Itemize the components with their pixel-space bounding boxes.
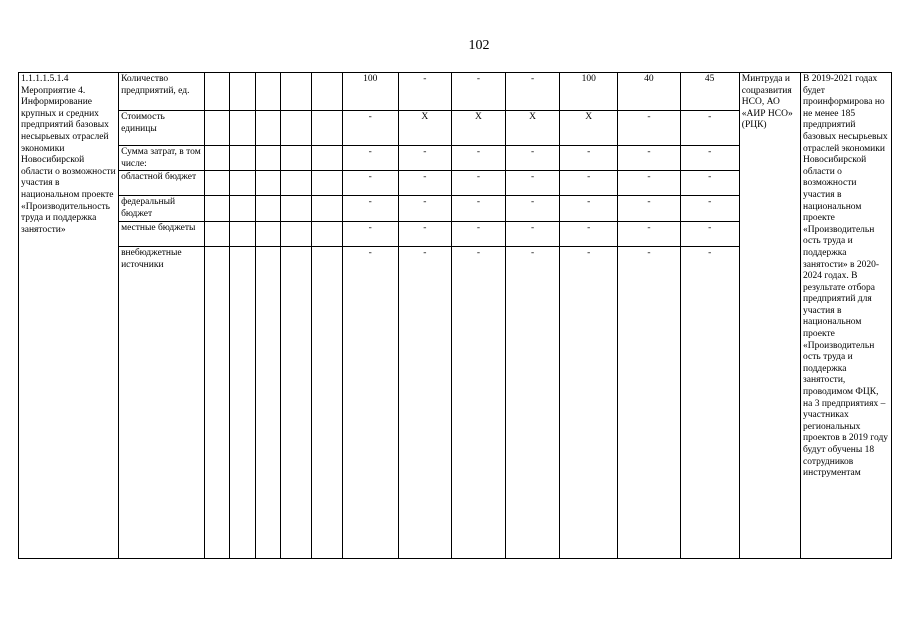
value-cell: Х <box>560 111 618 146</box>
value-cell: - <box>451 247 505 559</box>
indicator-cell: Сумма затрат, в том числе: <box>119 146 205 171</box>
value-cell: - <box>680 111 739 146</box>
value-cell: - <box>560 146 618 171</box>
value-cell: - <box>618 111 680 146</box>
value-cell: - <box>451 171 505 196</box>
value-cell: - <box>451 73 505 111</box>
indicator-cell: местные бюджеты <box>119 222 205 247</box>
value-cell: - <box>505 73 559 111</box>
executor-cell: Минтруда и соцразвития НСО, АО «АИР НСО» (РЦК) <box>739 73 800 559</box>
table-row <box>19 73 892 111</box>
value-cell: - <box>342 111 398 146</box>
value-cell: Х <box>505 111 559 146</box>
value-cell: - <box>451 222 505 247</box>
value-cell: - <box>680 222 739 247</box>
value-cell: - <box>560 222 618 247</box>
value-cell: - <box>505 196 559 222</box>
value-cell: - <box>680 196 739 222</box>
value-cell: - <box>560 247 618 559</box>
value-cell: - <box>618 171 680 196</box>
value-cell: - <box>618 247 680 559</box>
value-cell: 45 <box>680 73 739 111</box>
value-cell: - <box>560 196 618 222</box>
value-cell: - <box>451 146 505 171</box>
indicator-cell: Стоимость единицы <box>119 111 205 146</box>
value-cell: - <box>560 171 618 196</box>
value-cell: - <box>618 196 680 222</box>
value-cell: 40 <box>618 73 680 111</box>
value-cell: - <box>618 146 680 171</box>
value-cell: Х <box>451 111 505 146</box>
value-cell: - <box>398 73 451 111</box>
page-number: 102 <box>468 38 490 53</box>
value-cell: - <box>618 222 680 247</box>
value-cell: - <box>342 146 398 171</box>
value-cell: - <box>505 146 559 171</box>
indicator-cell: федеральный бюджет <box>119 196 205 222</box>
value-cell: - <box>505 222 559 247</box>
value-cell: Х <box>398 111 451 146</box>
value-cell: - <box>680 247 739 559</box>
value-cell: - <box>398 247 451 559</box>
value-cell: - <box>398 196 451 222</box>
value-cell: - <box>680 146 739 171</box>
indicator-cell: областной бюджет <box>119 171 205 196</box>
value-cell: - <box>398 171 451 196</box>
value-cell: - <box>398 146 451 171</box>
value-cell: 100 <box>560 73 618 111</box>
value-cell: - <box>342 171 398 196</box>
measure-title-cell: 1.1.1.1.5.1.4 Мероприятие 4. Информирование крупных и средних предприятий базовых несырьевых отраслей экономики Новосибирской области о возможности участия в национальном проекте «Производительность труда и поддержка занятости» <box>19 73 119 559</box>
indicator-cell: внебюджетные источники <box>119 247 205 559</box>
value-cell: - <box>342 247 398 559</box>
value-cell: - <box>342 222 398 247</box>
value-cell: - <box>451 196 505 222</box>
result-cell: В 2019-2021 годах будет проинформирова но не менее 185 предприятий базовых несырьевых отраслей экономики Новосибирской области о возможности участия в национальном проекте «Производительн ость труда и поддержка занятости» в 2020-2024 годах. В результате отбора предприятий для участия в национальном проекте «Производительн ость труда и поддержка занятости, проводимом ФЦК, на 3 предприятиях – участниках региональных проектов в 2019 году будут обучены 18 сотрудников инструментам <box>801 73 892 559</box>
value-cell: - <box>342 196 398 222</box>
value-cell: 100 <box>342 73 398 111</box>
value-cell: - <box>680 171 739 196</box>
indicator-cell: Количество предприятий, ед. <box>119 73 205 111</box>
value-cell: - <box>505 171 559 196</box>
measure-table <box>18 72 892 559</box>
value-cell: - <box>505 247 559 559</box>
value-cell: - <box>398 222 451 247</box>
